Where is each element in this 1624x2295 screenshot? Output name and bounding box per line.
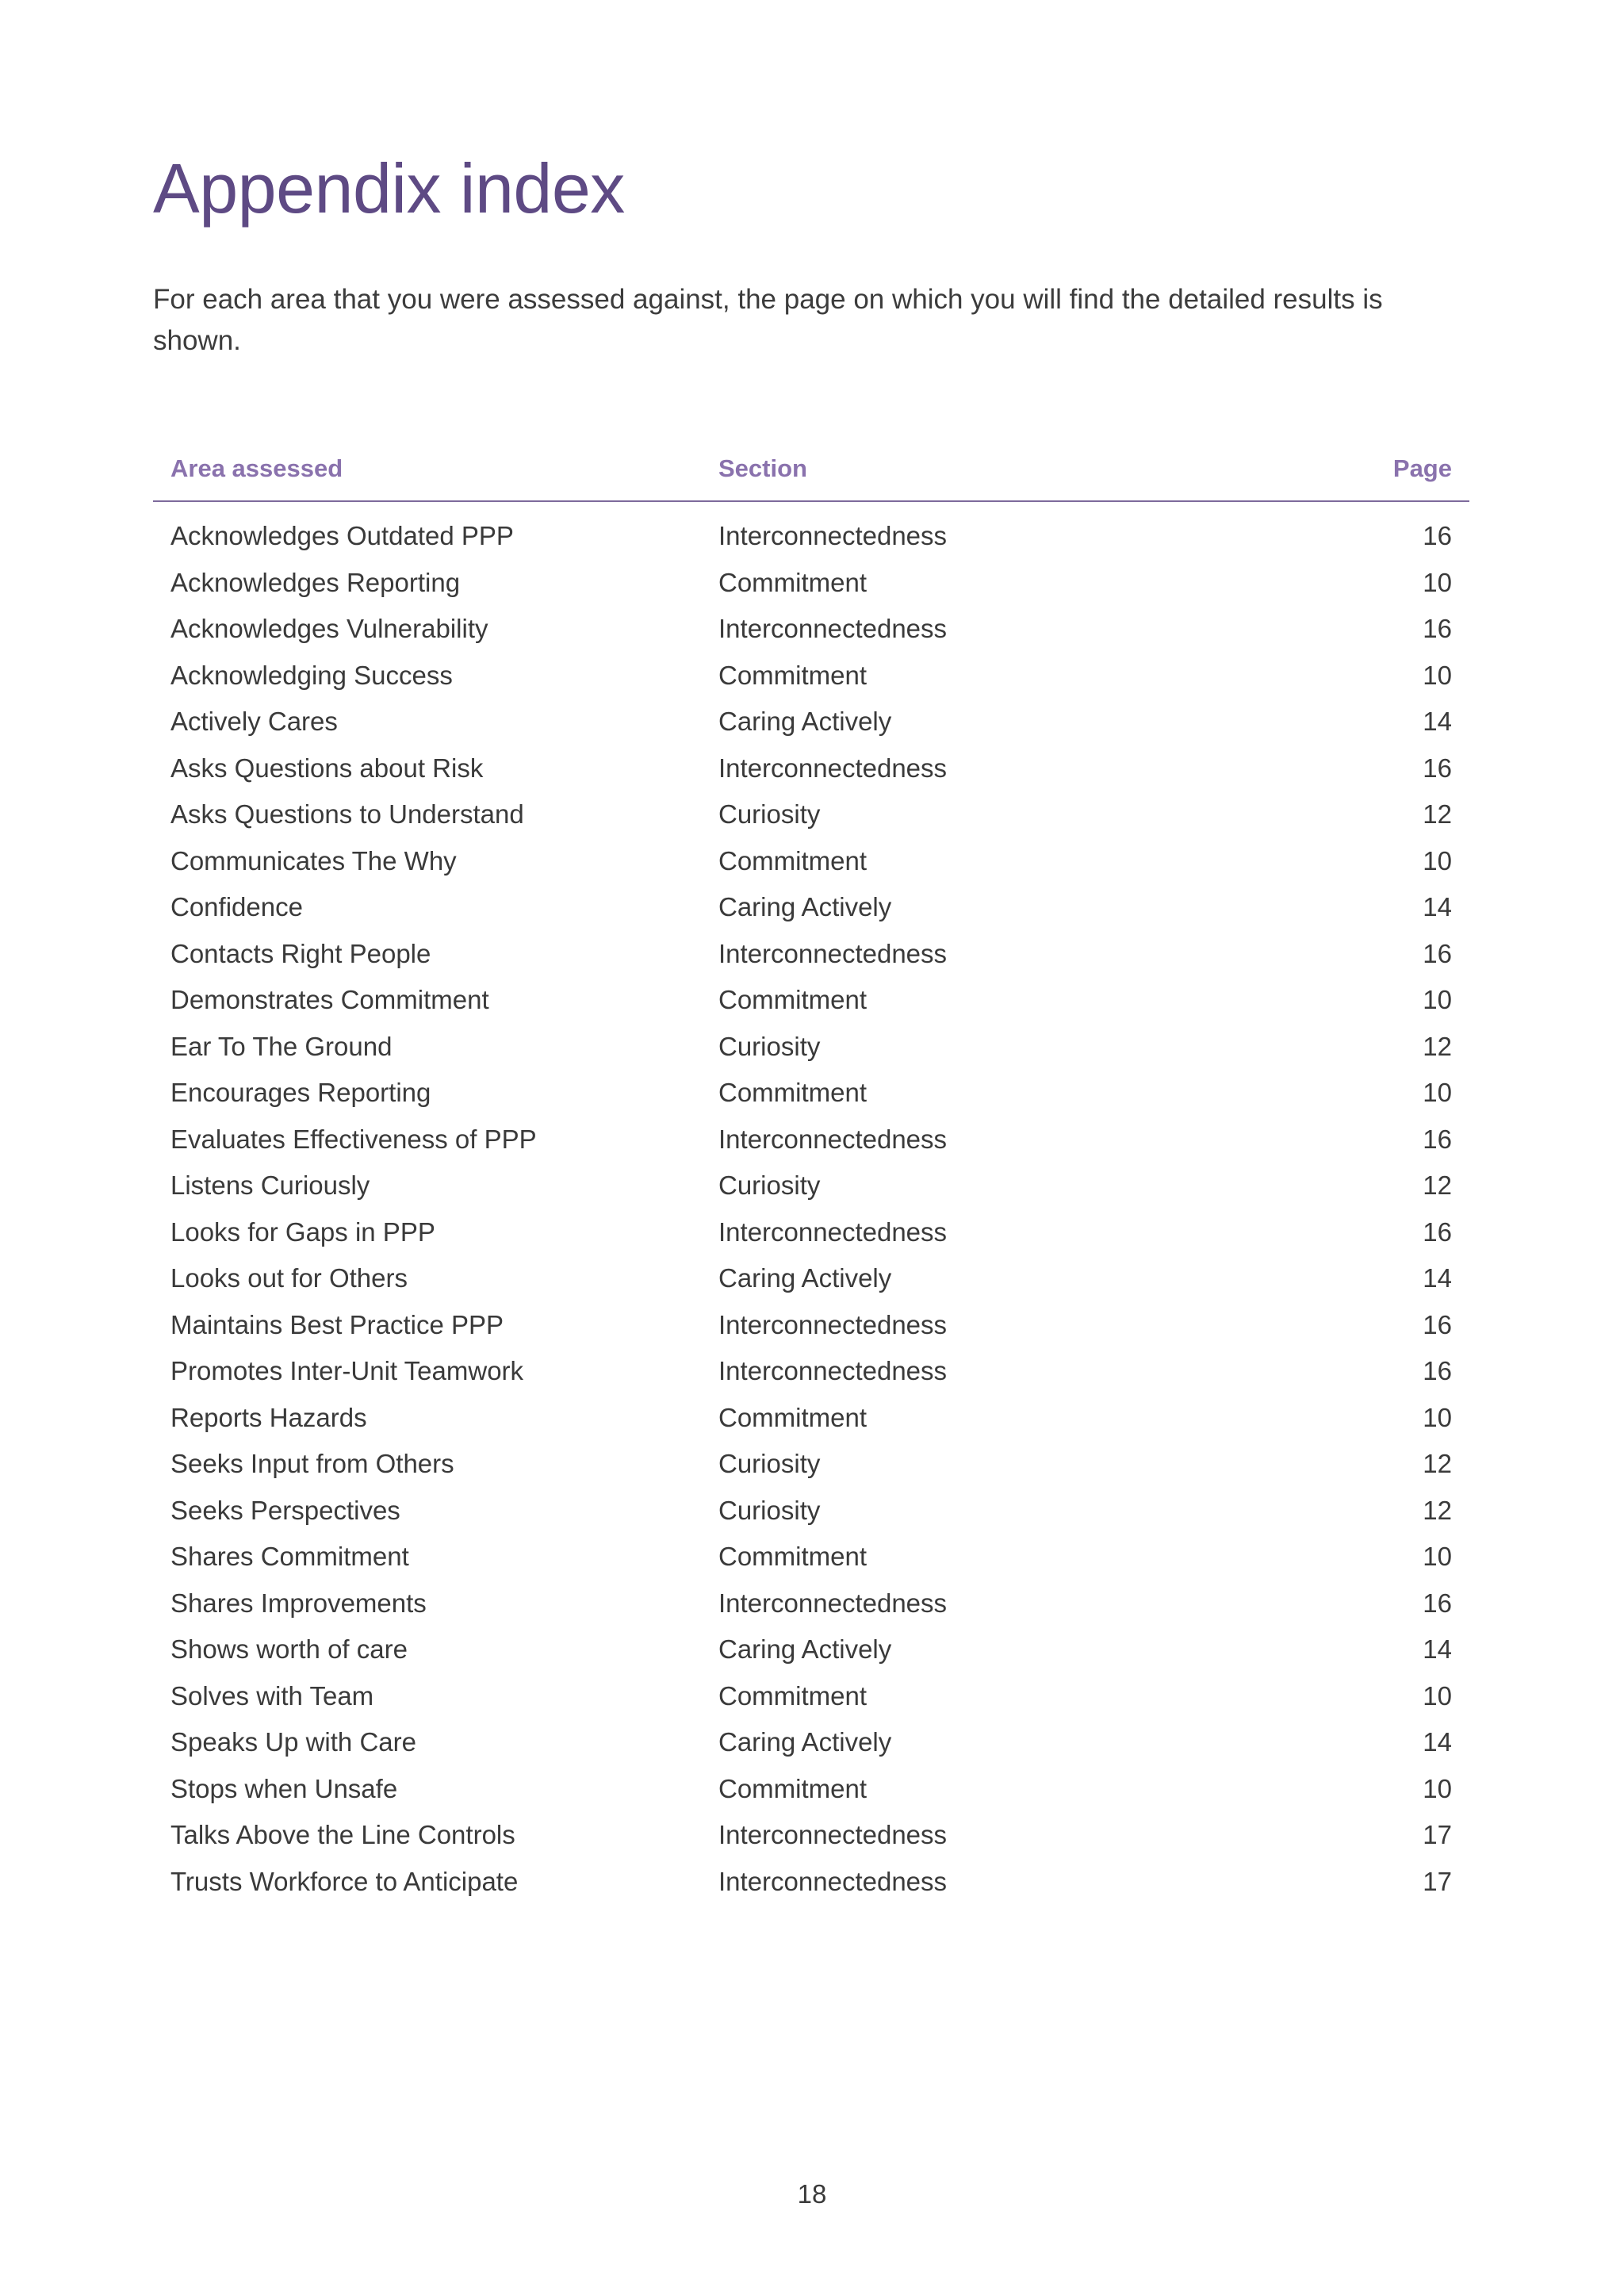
table-row [153, 1350, 1469, 1397]
area-cell: Seeks Perspectives [170, 1495, 400, 1525]
table-row [153, 607, 1469, 654]
area-cell: Stops when Unsafe [170, 1773, 398, 1803]
page-cell: 12 [1423, 1031, 1452, 1061]
table-row [153, 1535, 1469, 1582]
section-cell: Interconnectedness [718, 1356, 948, 1385]
table-row [153, 1118, 1469, 1165]
column-header-section: Section [718, 454, 807, 482]
page-cell: 14 [1423, 1263, 1452, 1293]
table-row [153, 793, 1469, 840]
section-cell: Commitment [718, 845, 868, 875]
table-row [153, 1211, 1469, 1258]
area-cell: Speaks Up with Care [170, 1727, 416, 1757]
page-cell: 14 [1423, 1634, 1452, 1664]
table-row [153, 515, 1469, 561]
section-cell: Interconnectedness [718, 1820, 948, 1849]
intro-paragraph: For each area that you were assessed against, the page on which you will find the detailed results is shown. [153, 284, 1383, 356]
page-cell: 17 [1423, 1820, 1452, 1849]
table-row [153, 1582, 1469, 1629]
section-cell: Curiosity [718, 799, 821, 829]
table-row [153, 1628, 1469, 1675]
area-cell: Promotes Inter-Unit Teamwork [170, 1356, 524, 1385]
area-cell: Asks Questions about Risk [170, 753, 484, 783]
table-row [153, 1071, 1469, 1118]
section-cell: Interconnectedness [718, 1866, 948, 1896]
page-cell: 14 [1423, 707, 1452, 736]
section-cell: Commitment [718, 1078, 868, 1107]
area-cell: Shares Commitment [170, 1542, 409, 1571]
section-cell: Caring Actively [718, 1263, 892, 1293]
section-cell: Commitment [718, 1680, 868, 1711]
table-row [153, 1304, 1469, 1351]
area-cell: Solves with Team [170, 1680, 374, 1711]
section-cell: Caring Actively [718, 892, 892, 921]
section-cell: Interconnectedness [718, 1124, 948, 1154]
area-cell: Talks Above the Line Controls [170, 1820, 515, 1849]
page-cell: 10 [1423, 1078, 1452, 1107]
area-cell: Demonstrates Commitment [170, 985, 489, 1014]
page-cell: 12 [1423, 799, 1452, 829]
section-cell: Commitment [718, 985, 868, 1014]
section-cell: Interconnectedness [718, 1216, 948, 1247]
page-cell: 16 [1423, 1124, 1452, 1154]
table-header-row [153, 448, 1469, 502]
table-row [153, 1443, 1469, 1489]
area-cell: Seeks Input from Others [170, 1449, 454, 1478]
page-cell: 16 [1423, 1588, 1452, 1618]
area-cell: Reports Hazards [170, 1402, 367, 1432]
page-cell: 10 [1423, 845, 1452, 875]
column-header-area: Area assessed [170, 454, 343, 482]
table-row [153, 1257, 1469, 1304]
section-cell: Interconnectedness [718, 1309, 948, 1339]
page-cell: 10 [1423, 567, 1452, 597]
area-cell: Acknowledging Success [170, 660, 453, 690]
area-cell: Maintains Best Practice PPP [170, 1309, 504, 1339]
page-cell: 10 [1423, 985, 1452, 1014]
page-cell: 12 [1423, 1170, 1452, 1200]
section-cell: Curiosity [718, 1031, 821, 1061]
area-cell: Communicates The Why [170, 845, 457, 875]
section-cell: Interconnectedness [718, 938, 948, 968]
table-row [153, 1489, 1469, 1536]
area-cell: Evaluates Effectiveness of PPP [170, 1124, 537, 1154]
area-cell: Looks out for Others [170, 1263, 408, 1293]
table-row [153, 1860, 1469, 1907]
section-cell: Curiosity [718, 1495, 821, 1525]
table-row [153, 1675, 1469, 1722]
area-cell: Acknowledges Vulnerability [170, 614, 488, 643]
section-cell: Commitment [718, 1402, 868, 1432]
table-row [153, 1397, 1469, 1443]
page-title: Appendix index [153, 149, 625, 228]
page-cell: 10 [1423, 1680, 1452, 1711]
section-cell: Interconnectedness [718, 1588, 948, 1618]
table-row [153, 1721, 1469, 1768]
table-row [153, 561, 1469, 608]
table-row [153, 700, 1469, 747]
section-cell: Interconnectedness [718, 521, 948, 550]
section-cell: Interconnectedness [718, 753, 948, 783]
page-cell: 16 [1423, 614, 1452, 643]
section-cell: Caring Actively [718, 1634, 892, 1664]
table-row [153, 1768, 1469, 1814]
area-cell: Actively Cares [170, 707, 338, 736]
section-cell: Curiosity [718, 1170, 821, 1200]
table-row [153, 979, 1469, 1025]
area-cell: Listens Curiously [170, 1170, 370, 1200]
area-cell: Ear To The Ground [170, 1031, 393, 1061]
page-cell: 16 [1423, 1216, 1452, 1247]
section-cell: Caring Actively [718, 707, 892, 736]
area-cell: Shares Improvements [170, 1588, 427, 1618]
page-cell: 10 [1423, 1542, 1452, 1571]
table-row [153, 654, 1469, 701]
area-cell: Acknowledges Outdated PPP [170, 521, 514, 550]
page-number: 18 [797, 2179, 827, 2209]
area-cell: Asks Questions to Understand [170, 799, 524, 829]
table-row [153, 886, 1469, 933]
table-row [153, 840, 1469, 887]
section-cell: Interconnectedness [718, 614, 948, 643]
appendix-index-table [153, 448, 1469, 1906]
section-cell: Curiosity [718, 1449, 821, 1478]
page-cell: 16 [1423, 521, 1452, 550]
area-cell: Shows worth of care [170, 1634, 408, 1664]
page-cell: 12 [1423, 1495, 1452, 1525]
table-row [153, 1814, 1469, 1860]
area-cell: Looks for Gaps in PPP [170, 1216, 435, 1247]
area-cell: Confidence [170, 892, 303, 921]
area-cell: Encourages Reporting [170, 1078, 431, 1107]
page-cell: 10 [1423, 1402, 1452, 1432]
area-cell: Contacts Right People [170, 938, 431, 968]
page-cell: 16 [1423, 753, 1452, 783]
page-cell: 16 [1423, 1356, 1452, 1385]
area-cell: Trusts Workforce to Anticipate [170, 1866, 519, 1896]
section-cell: Commitment [718, 1542, 868, 1571]
page-cell: 10 [1423, 660, 1452, 690]
page-cell: 17 [1423, 1866, 1452, 1896]
table-row [153, 1164, 1469, 1211]
page-cell: 16 [1423, 938, 1452, 968]
page-cell: 10 [1423, 1773, 1452, 1803]
table-body [153, 502, 1469, 1906]
page-cell: 16 [1423, 1309, 1452, 1339]
section-cell: Commitment [718, 567, 868, 597]
page-cell: 12 [1423, 1449, 1452, 1478]
section-cell: Caring Actively [718, 1727, 892, 1757]
table-row [153, 933, 1469, 979]
section-cell: Commitment [718, 660, 868, 690]
table-row [153, 747, 1469, 794]
page-cell: 14 [1423, 892, 1452, 921]
area-cell: Acknowledges Reporting [170, 567, 461, 597]
section-cell: Commitment [718, 1773, 868, 1803]
column-header-page: Page [1392, 454, 1452, 482]
table-row [153, 1025, 1469, 1072]
page-cell: 14 [1423, 1727, 1452, 1757]
